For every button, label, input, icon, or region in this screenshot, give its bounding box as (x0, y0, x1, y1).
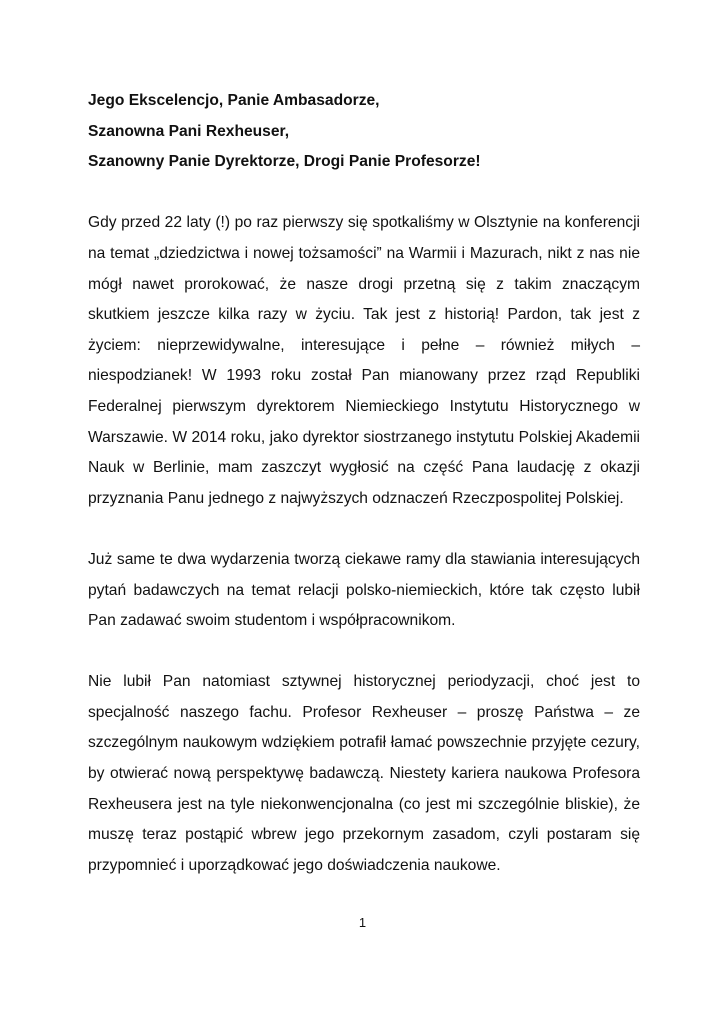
paragraph-periodization: Nie lubił Pan natomiast sztywnej historycznej periodyzacji, choć jest to specjalność naszego fachu. Profesor Rexheuser – proszę Państwa – ze szczególnym naukowym wdziękiem potrafił łamać powszechnie przyjęte cezury, by otwierać nową perspektywę badawczą. Niestety kariera naukowa Profesora Rexheusera jest na tyle niekonwencjonalna (co jest mi szczególnie bliskie), że muszę teraz postąpić wbrew jego przekornym zasadom, czyli postaram się przypomnieć i uporządkować jego doświadczenia naukowe. (88, 673, 640, 874)
salutation-ambassador: Jego Ekscelencjo, Panie Ambasadorze, (88, 92, 380, 109)
paragraph-research-questions: Już same te dwa wydarzenia tworzą ciekawe ramy dla stawiania interesujących pytań badawczych na temat relacji polsko-niemieckich, które tak często lubił Pan zadawać swoim studentom i współpracownikom. (88, 550, 640, 630)
salutation-director-professor: Szanowny Panie Dyrektorze, Drogi Panie Profesorze! (88, 153, 481, 171)
paragraph-spacer (88, 178, 640, 209)
paragraph-first-meeting: Gdy przed 22 laty (!) po raz pierwszy się spotkaliśmy w Olsztynie na konferencji na temat „dziedzictwa i nowej tożsamości” na Warmii i Mazurach, nikt z nas nie mógł nawet prorokować, że nasze drogi przetną się z takim znaczącym skutkiem jeszcze kilka razy w życiu. Tak jest z historią! Pardon, tak jest z życiem: nieprzewidywalne, interesujące i pełne – również miłych – niespodzianek! W 1993 roku został Pan mianowany przez rząd Republiki Federalnej pierwszym dyrektorem Niemieckiego Instytutu Historycznego w Warszawie. W 2014 roku, jako dyrektor siostrzanego instytutu Polskiej Akademii Nauk w Berlinie, mam zaszczyt wygłosić na część Pana laudację z okazji przyznania Panu jednego z najwyższych odznaczeń Rzeczpospolitej Polskiej. (88, 214, 640, 507)
paragraph-spacer (88, 637, 640, 668)
page-number: 1 (358, 915, 367, 930)
paragraph-spacer (88, 514, 640, 545)
letter-body (88, 86, 640, 881)
salutation-mrs-rexheuser: Szanowna Pani Rexheuser, (88, 122, 290, 140)
